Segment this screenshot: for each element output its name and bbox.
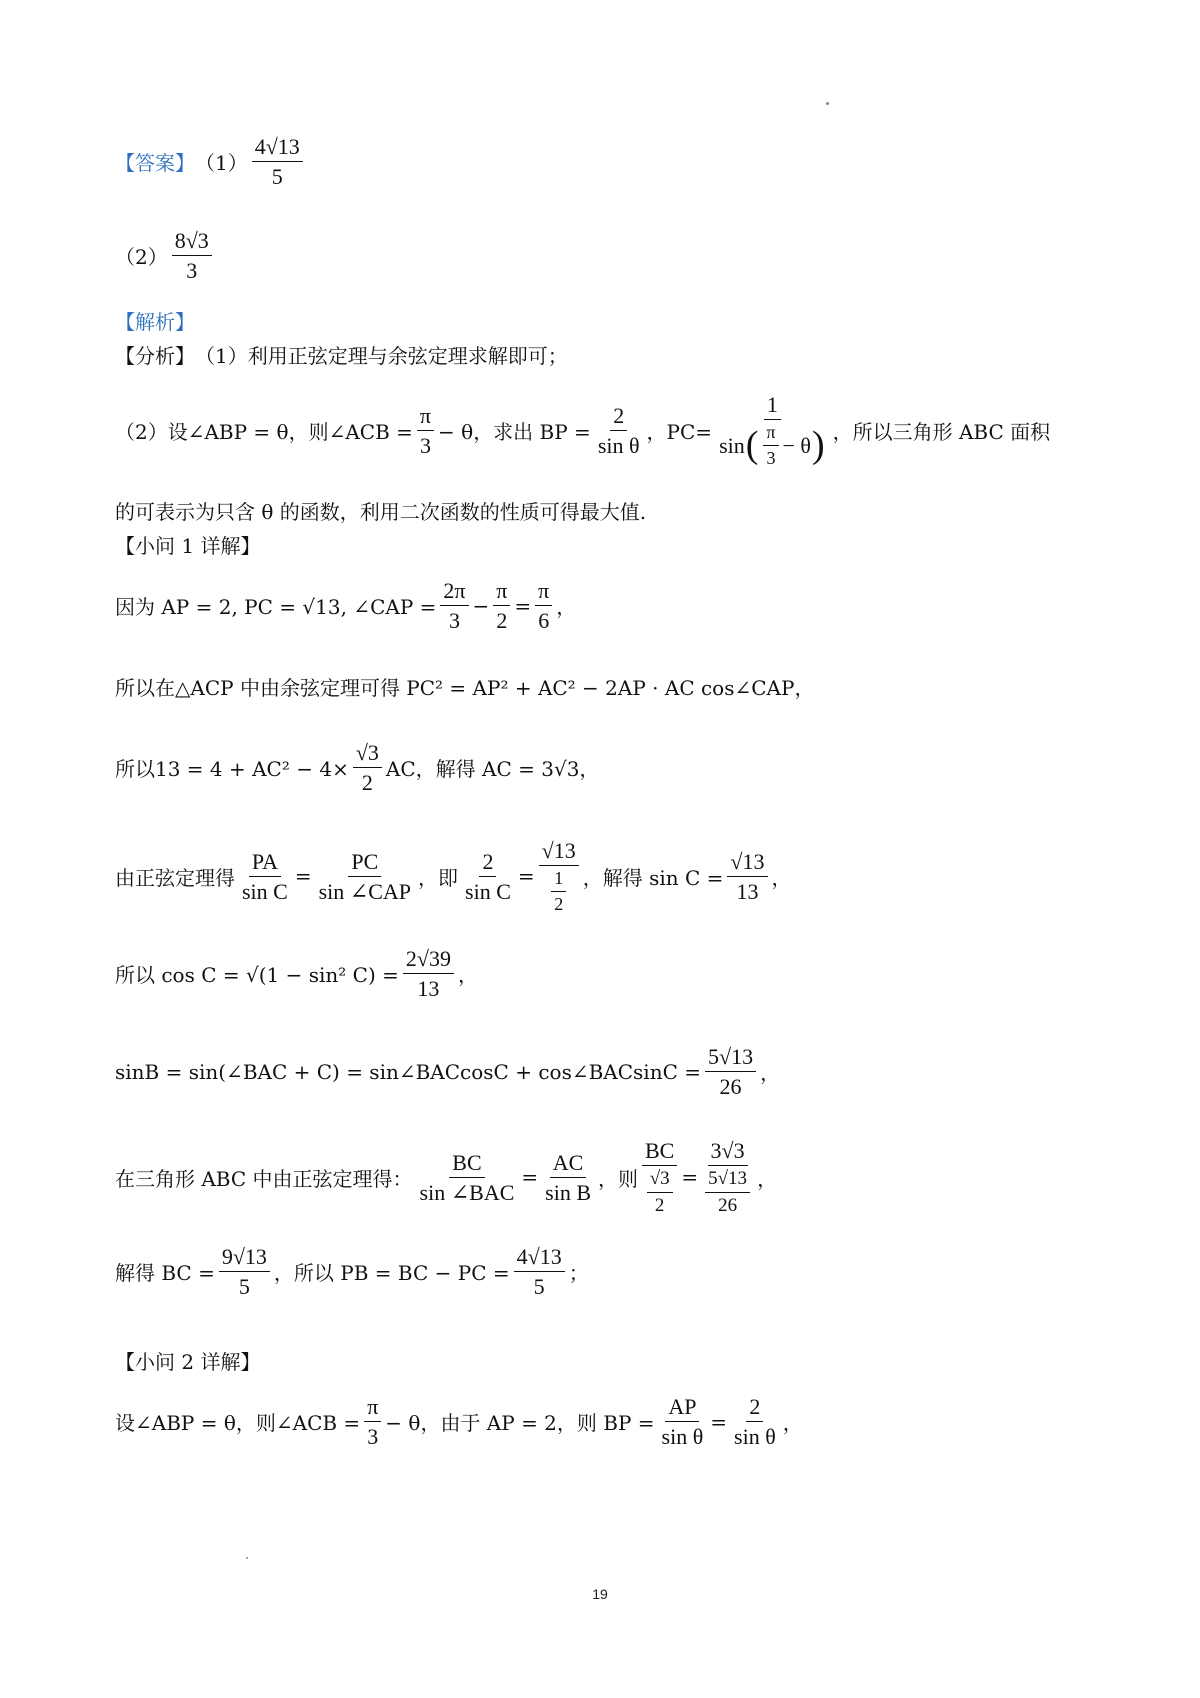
- fraction-denominator: sin θ: [661, 1424, 704, 1450]
- frac-1-2: [551, 868, 566, 914]
- fraction-denominator: sin C: [242, 878, 288, 904]
- q1-l3-text-a: 所以13 = 4 + AC² − 4×: [115, 757, 349, 782]
- fenxi-text2a: （2）设∠ABP = θ，则∠ACB =: [115, 419, 413, 444]
- fraction-numerator: 1: [551, 868, 566, 892]
- fraction-denominator: sin ∠BAC: [419, 1179, 515, 1205]
- equals-sign: =: [517, 864, 535, 889]
- fraction-denominator: 2: [496, 608, 508, 634]
- fraction-numerator: AC: [550, 1150, 587, 1178]
- fenxi-line1: [115, 340, 568, 369]
- fraction-numerator: 3√3: [708, 1138, 748, 1166]
- fraction-numerator: π: [417, 403, 434, 431]
- answer-part2-prefix: （2）: [115, 245, 168, 270]
- fraction-denominator: 3: [766, 447, 776, 468]
- answer-label: 【答案】: [115, 151, 195, 176]
- fraction-numerator: 4√13: [252, 134, 303, 162]
- fraction-denominator: sin θ: [597, 432, 640, 458]
- fenxi-pc-fraction: [716, 392, 829, 469]
- q1-line2: [115, 672, 814, 701]
- q1-l4-text-c: ，解得 sin C =: [582, 865, 724, 890]
- q1-line3: [115, 740, 599, 796]
- fraction-numerator: √3: [647, 1168, 673, 1193]
- fenxi-bp-fraction: [595, 403, 643, 459]
- fraction-denominator: 2: [554, 893, 564, 914]
- answer-part1-prefix: （1）: [195, 151, 248, 176]
- fraction-denominator: 13: [417, 976, 440, 1002]
- frac-2pi-3: [440, 578, 468, 634]
- fraction-denominator: [702, 1166, 753, 1217]
- fraction-denominator: 3: [419, 432, 431, 458]
- fenxi-pc-eq: ，PC=: [646, 419, 713, 444]
- fraction-numerator: 1: [764, 392, 781, 420]
- q1-l4-text-a: 由正弦定理得: [115, 865, 235, 890]
- equals-sign: =: [710, 1409, 728, 1434]
- sin-text: sin: [719, 432, 745, 458]
- analysis-heading: [115, 306, 195, 335]
- fraction-denominator: 26: [718, 1195, 738, 1217]
- frac-5sqrt13-26: [705, 1044, 756, 1100]
- fraction-numerator: 2√39: [403, 946, 454, 974]
- q2-l1-text-a: 设∠ABP = θ，则∠ACB =: [115, 1411, 361, 1436]
- fraction-numerator: 2: [746, 1394, 763, 1422]
- fraction-denominator: [548, 866, 569, 914]
- q1-l5-text: 所以 cos C = √(1 − sin² C) =: [115, 963, 399, 988]
- equals-sign: =: [514, 593, 532, 618]
- minus-sign: −: [472, 593, 490, 618]
- frac-2-sinc: [462, 849, 514, 905]
- q1-line7: [115, 1138, 777, 1217]
- frac-pi-3: [364, 1394, 381, 1450]
- fraction-denominator: 26: [719, 1074, 742, 1100]
- q1-l1-text: 因为 AP = 2, PC = √13, ∠CAP =: [115, 595, 437, 620]
- fraction-numerator: π: [364, 1394, 381, 1422]
- fraction-denominator: 13: [736, 878, 759, 904]
- fraction-denominator: sin ∠CAP: [318, 878, 412, 904]
- frac-bc-sinbac: [417, 1150, 518, 1206]
- comma: ，: [556, 595, 577, 620]
- fraction-numerator: BC: [449, 1150, 484, 1178]
- q1-label: 【小问 1 详解】: [115, 534, 261, 558]
- frac-9sqrt13-5: [219, 1244, 270, 1300]
- frac-5sqrt13-26-inner: [705, 1168, 750, 1217]
- fenxi-text1: （1）利用正弦定理与余弦定理求解即可；: [195, 344, 568, 368]
- fenxi-line3: [115, 496, 646, 525]
- q1-l2-text: 所以在△ACP 中由余弦定理可得 PC² = AP² + AC² − 2AP · AC cos∠CAP，: [115, 676, 815, 700]
- answer-part1: [115, 134, 307, 190]
- frac-3sqrt3-over: [702, 1138, 753, 1217]
- frac-sqrt13-half: [539, 838, 579, 915]
- fraction-denominator: 3: [367, 1424, 379, 1450]
- fraction-numerator: π: [535, 578, 552, 606]
- fraction-numerator: 2: [479, 849, 496, 877]
- fraction-numerator: √13: [727, 849, 767, 877]
- comma: ，: [760, 1061, 781, 1086]
- fraction-numerator: 5√13: [705, 1044, 756, 1072]
- comma: ，: [782, 1411, 803, 1436]
- equals-sign: =: [681, 1165, 699, 1190]
- fenxi-minus-theta: − θ，求出 BP =: [438, 419, 591, 444]
- answer-part2-fraction: [172, 228, 212, 284]
- semicolon: ；: [568, 1261, 589, 1286]
- inner-pi-over-3: [763, 422, 778, 468]
- fenxi-label: 【分析】: [115, 344, 195, 368]
- fenxi-line2: [115, 392, 1050, 469]
- fraction-numerator: π: [493, 578, 510, 606]
- fraction-numerator: 8√3: [172, 228, 212, 256]
- q1-line4: [115, 838, 792, 915]
- frac-pa-sinc: [239, 849, 291, 905]
- fraction-numerator: 2π: [440, 578, 468, 606]
- comma: ，: [771, 865, 792, 890]
- fraction-denominator: sin θ: [734, 1424, 776, 1450]
- q1-line8: [115, 1244, 589, 1300]
- right-paren: ): [811, 424, 825, 467]
- fraction-numerator: 2: [610, 403, 627, 431]
- fraction-numerator: 4√13: [514, 1244, 565, 1272]
- equals-sign: =: [294, 864, 312, 889]
- scan-dot: [246, 1557, 248, 1559]
- q1-heading: [115, 530, 260, 559]
- frac-pi-6: [535, 578, 552, 634]
- fraction-denominator: sin B: [545, 1179, 591, 1205]
- q1-line1: [115, 578, 576, 634]
- answer-part2: [115, 228, 216, 284]
- comma: ，: [457, 963, 478, 988]
- fenxi-pi-over-3: [417, 403, 434, 459]
- fraction-numerator: PA: [249, 849, 281, 877]
- fraction-denominator: 2: [654, 1195, 665, 1217]
- page-number: 19: [592, 1586, 608, 1602]
- frac-sqrt13-13: [727, 849, 767, 905]
- fraction-denominator: 3: [448, 608, 460, 634]
- q1-l6-text: sinB = sin(∠BAC + C) = sin∠BACcosC + cos∠BACsinC =: [115, 1059, 701, 1084]
- frac-ac-sinb: [542, 1150, 594, 1206]
- minus-theta-inner: − θ: [782, 432, 811, 458]
- comma: ，: [757, 1166, 778, 1191]
- fenxi-text3: 的可表示为只含 θ 的函数，利用二次函数的性质可得最大值.: [115, 500, 647, 524]
- fraction-denominator: 5: [271, 164, 283, 190]
- fraction-denominator: sin C: [465, 878, 511, 904]
- fraction-denominator: [716, 420, 829, 468]
- fraction-numerator: 9√13: [219, 1244, 270, 1272]
- q2-line1: [115, 1394, 803, 1450]
- scan-dot: [826, 102, 829, 105]
- q1-l4-text-b: ，即: [418, 865, 459, 890]
- analysis-label: 【解析】: [115, 310, 195, 334]
- q1-l8-text-b: ，所以 PB = BC − PC =: [273, 1261, 510, 1286]
- fraction-numerator: PC: [348, 849, 381, 877]
- fraction-numerator: √13: [539, 838, 579, 866]
- equals-sign: =: [521, 1165, 539, 1190]
- fraction-numerator: AP: [665, 1394, 699, 1422]
- left-paren: (: [745, 424, 759, 467]
- frac-sqrt3-2-inner: [647, 1168, 673, 1217]
- fraction-numerator: √3: [353, 740, 382, 768]
- answer-part1-fraction: [252, 134, 303, 190]
- frac-pc-sincap: [316, 849, 414, 905]
- fraction-denominator: [644, 1166, 676, 1217]
- fraction-denominator: 3: [186, 258, 198, 284]
- q1-line5: [115, 946, 478, 1002]
- frac-2-sintheta: [731, 1394, 779, 1450]
- fraction-numerator: 5√13: [705, 1168, 750, 1193]
- fraction-denominator: 5: [533, 1274, 545, 1300]
- q2-heading: [115, 1346, 260, 1375]
- q1-l7-text-b: ，则: [598, 1166, 638, 1191]
- frac-sqrt3-2: [353, 740, 382, 796]
- q2-label: 【小问 2 详解】: [115, 1350, 261, 1374]
- frac-2sqrt39-13: [403, 946, 454, 1002]
- q1-l3-text-b: AC，解得 AC = 3√3，: [385, 757, 600, 782]
- fraction-denominator: 2: [361, 770, 373, 796]
- fraction-numerator: π: [763, 422, 778, 446]
- frac-pi-2: [493, 578, 510, 634]
- fraction-denominator: 5: [238, 1274, 250, 1300]
- q2-l1-text-b: − θ，由于 AP = 2，则 BP =: [385, 1411, 655, 1436]
- q1-line6: [115, 1044, 780, 1100]
- fraction-numerator: BC: [642, 1138, 677, 1166]
- fraction-denominator: 6: [538, 608, 550, 634]
- frac-ap-sintheta: [659, 1394, 707, 1450]
- frac-4sqrt13-5: [514, 1244, 565, 1300]
- q1-l8-text-a: 解得 BC =: [115, 1261, 215, 1286]
- q1-l7-text-a: 在三角形 ABC 中由正弦定理得：: [115, 1166, 413, 1191]
- frac-bc-sqrt3-half: [642, 1138, 677, 1217]
- fenxi-text2b: ，所以三角形 ABC 面积: [832, 419, 1051, 444]
